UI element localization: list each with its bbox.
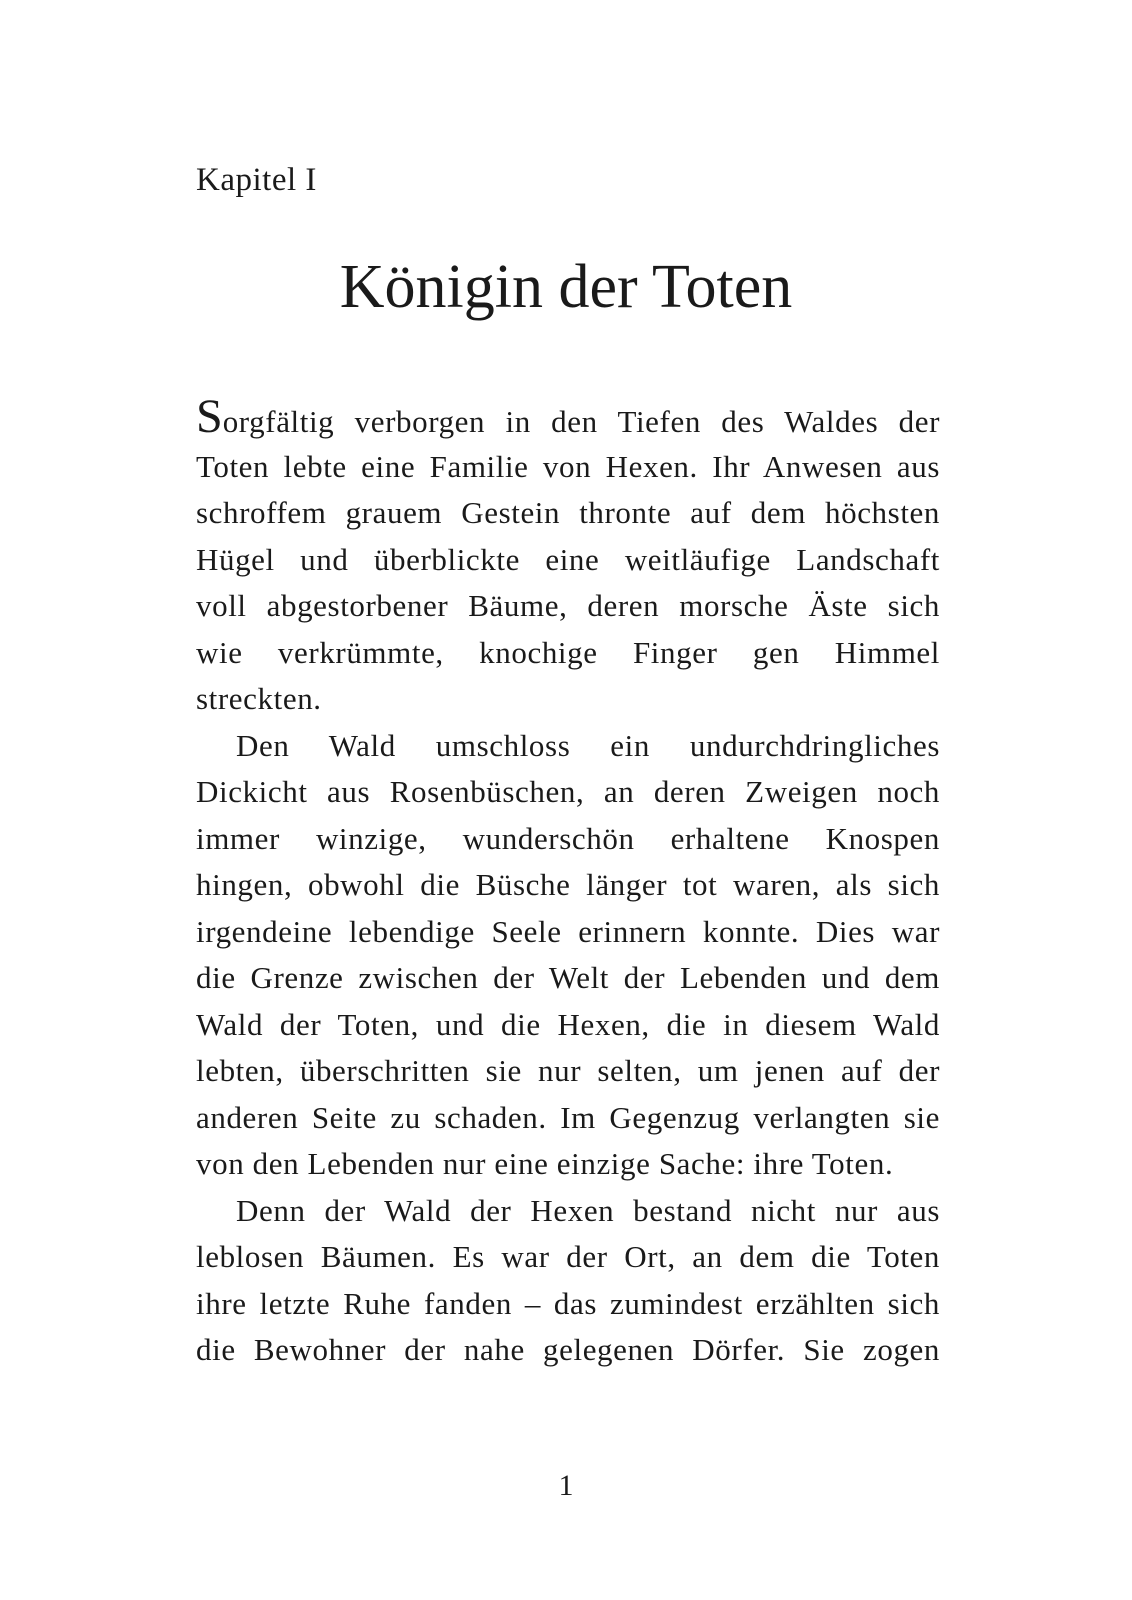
text-line: anderen Seite zu schaden. Im Gegenzug verlangten sie <box>196 1099 940 1135</box>
text-line: von den Lebenden nur eine einzige Sache: ihre Toten. <box>196 1146 894 1181</box>
text-line: leblosen Bäumen. Es war der Ort, an dem die Toten <box>196 1239 940 1274</box>
chapter-label: Kapitel I <box>196 162 317 198</box>
text-line: wie verkrümmte, knochige Finger gen Himmel <box>196 634 940 670</box>
text-line: die Grenze zwischen der Welt der Lebenden und dem <box>196 960 940 995</box>
text-line: Hügel und überblickte eine weitläufige Landschaft <box>196 541 940 577</box>
text-line: hingen, obwohl die Büsche länger tot waren, als sich <box>196 867 940 902</box>
text-line: immer winzige, wunderschön erhaltene Knospen <box>196 820 940 856</box>
text-line: Dickicht aus Rosenbüschen, an deren Zweigen noch <box>196 774 940 809</box>
text-line: schroffem grauem Gestein thronte auf dem höchsten <box>196 495 940 530</box>
text-line: streckten. <box>196 681 322 716</box>
chapter-title: Königin der Toten <box>339 253 793 321</box>
body-text <box>196 390 940 1374</box>
text-line: Toten lebte eine Familie von Hexen. Ihr Anwesen aus <box>196 448 940 484</box>
text-line: ihre letzte Ruhe fanden – das zumindest erzählten sich <box>196 1285 940 1321</box>
text-line: irgendeine lebendige Seele erinnern konnte. Dies war <box>196 913 940 949</box>
text-line: Den Wald umschloss ein undurchdringliches <box>236 727 940 763</box>
text-line: Sorgfältig verborgen in den Tiefen des Waldes der <box>196 390 940 443</box>
text-line: Wald der Toten, und die Hexen, die in diesem Wald <box>196 1006 940 1042</box>
page-number: 1 <box>558 1469 574 1502</box>
drop-cap: S <box>196 390 223 443</box>
text-line: Denn der Wald der Hexen bestand nicht nur aus <box>236 1192 940 1228</box>
text-line: die Bewohner der nahe gelegenen Dörfer. Sie zogen <box>196 1332 940 1367</box>
text-line: lebten, überschritten sie nur selten, um jenen auf der <box>196 1053 940 1088</box>
text-line: voll abgestorbener Bäume, deren morsche Äste sich <box>196 588 940 623</box>
